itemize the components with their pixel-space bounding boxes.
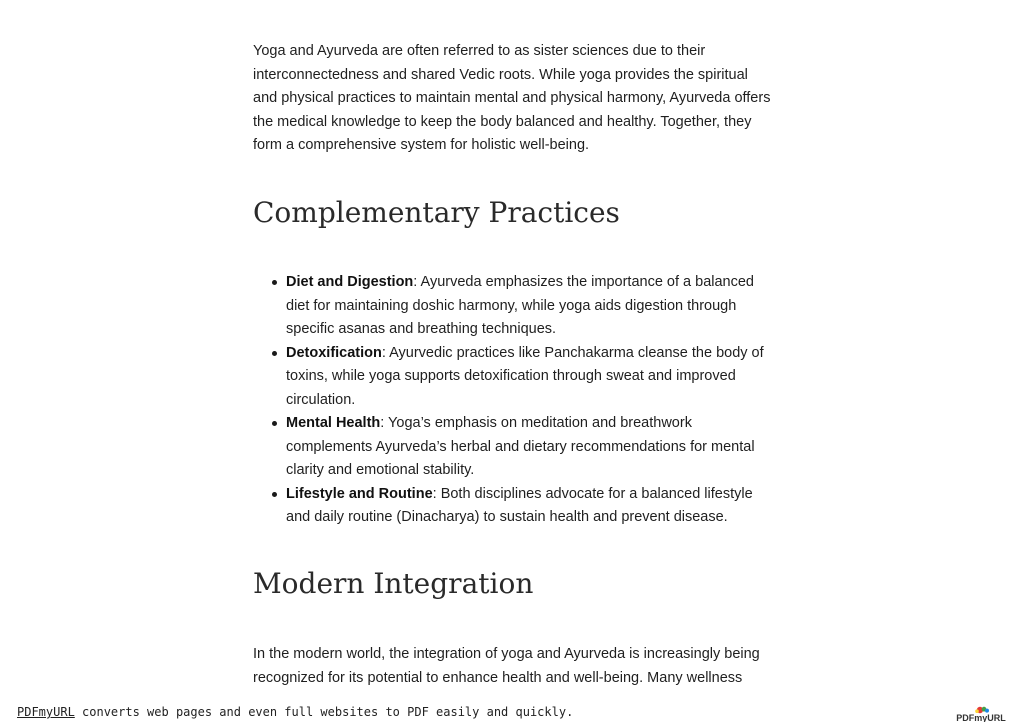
practices-list xyxy=(253,271,773,530)
list-item xyxy=(286,483,773,530)
list-item-term: Diet and Digestion xyxy=(286,274,414,290)
footer-note xyxy=(17,705,573,719)
pdfmyurl-logo-icon xyxy=(956,706,1006,722)
list-item xyxy=(286,271,773,342)
closing-paragraph: In the modern world, the integration of yoga and Ayurveda is increasingly being recognized for its potential to enhance health and well-being. Many wellness xyxy=(253,646,760,686)
list-item xyxy=(286,342,773,413)
list-item-term: Lifestyle and Routine xyxy=(286,485,433,502)
list-item-text: : Both disciplines advocate for a balanced lifestyle and daily routine (Dinacharya) to sustain health and prevent disease. xyxy=(286,485,753,525)
list-item-text: : Ayurvedic practices like Panchakarma cleanse the body of toxins, while yoga supports detoxification through sweat and improved circulation. xyxy=(286,344,764,408)
list-item-text: : Yoga’s emphasis on meditation and breathwork complements Ayurveda’s herbal and dietary recommendations for mental clarity and emotional stability. xyxy=(286,415,755,478)
footer-text: converts web pages and even full websites to PDF easily and quickly. xyxy=(74,705,574,719)
pdfmyurl-link[interactable]: PDFmyURL xyxy=(17,705,75,719)
list-item-term: Detoxification xyxy=(286,344,382,361)
section-heading-modern: Modern Integration xyxy=(253,567,534,600)
section-heading-complementary: Complementary Practices xyxy=(253,196,620,229)
logo-text: PDFmyURL xyxy=(956,713,1006,722)
list-item-term: Mental Health xyxy=(286,415,381,431)
list-item-text: : Ayurveda emphasizes the importance of a balanced diet for maintaining doshic harmony, while yoga aids digestion through specific asanas and breathing techniques. xyxy=(286,274,754,337)
intro-paragraph: Yoga and Ayurveda are often referred to as sister sciences due to their interconnectedness and shared Vedic roots. While yoga provides the spiritual and physical practices to maintain mental and physical harmony, Ayurveda offers the medical knowledge to keep the body balanced and healthy. Together, they form a comprehensive system for holistic well-being. xyxy=(253,43,771,153)
list-item xyxy=(286,412,773,483)
